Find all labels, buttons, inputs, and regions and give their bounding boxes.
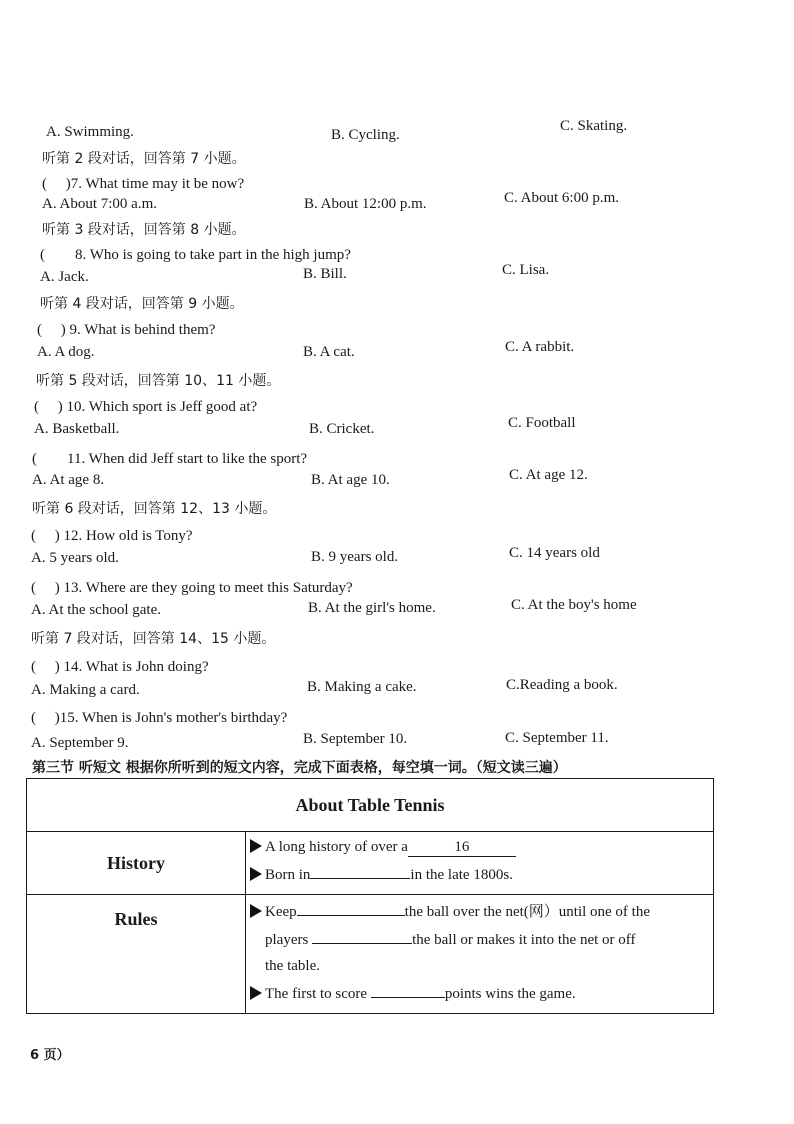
q7-option-b: B. About 12:00 p.m.: [304, 196, 427, 212]
history-cell: [246, 832, 714, 895]
q7-stem: ( )7. What time may it be now?: [42, 176, 245, 192]
q8-option-c: C. Lisa.: [502, 262, 550, 278]
table-tennis-table: [26, 778, 714, 1014]
section-3-instruction: 第三节 听短文 根据你所听到的短文内容，完成下面表格，每空填一词。（短文读三遍）: [32, 760, 567, 776]
q6-option-a: A. Swimming.: [46, 124, 134, 140]
q7-option-c: C. About 6:00 p.m.: [504, 190, 620, 206]
q15-option-c: C. September 11.: [505, 730, 609, 746]
q9-option-a: A. A dog.: [37, 344, 95, 360]
q11-option-c: C. At age 12.: [509, 467, 588, 483]
q7-option-a: A. About 7:00 a.m.: [42, 196, 157, 212]
q11-stem: ( 11. When did Jeff start to like the sport?: [32, 451, 308, 467]
q9-stem: ( ) 9. What is behind them?: [37, 322, 216, 338]
q12-option-c: C. 14 years old: [509, 545, 600, 561]
table-title: About Table Tennis: [27, 779, 714, 832]
q10-option-b: B. Cricket.: [309, 421, 375, 437]
rules-line-1: Keep the ball over the net(网）until one of the: [250, 897, 707, 925]
q14-option-b: B. Making a cake.: [307, 679, 417, 695]
q9-option-c: C. A rabbit.: [505, 339, 575, 355]
q6-option-b: B. Cycling.: [331, 127, 400, 143]
rules-cell: [246, 895, 714, 1014]
dialog-5-instruction: 听第 5 段对话，回答第 10、11 小题。: [36, 373, 281, 389]
blank-5[interactable]: [371, 979, 445, 998]
q12-stem: ( ) 12. How old is Tony?: [31, 528, 193, 544]
q10-stem: ( ) 10. Which sport is Jeff good at?: [34, 399, 258, 415]
rules-header: Rules: [27, 895, 246, 1014]
bullet-triangle-icon: [250, 986, 262, 1000]
blank-3[interactable]: [297, 897, 405, 916]
q15-option-a: A. September 9.: [31, 735, 129, 751]
rules-line-4: The first to score points wins the game.: [250, 979, 707, 1007]
history-header: History: [27, 832, 246, 895]
history-line-1: A long history of over a 16: [250, 834, 707, 860]
q14-stem: ( ) 14. What is John doing?: [31, 659, 209, 675]
q10-option-a: A. Basketball.: [34, 421, 120, 437]
bullet-triangle-icon: [250, 867, 262, 881]
q13-option-b: B. At the girl's home.: [308, 600, 436, 616]
history-line-2: Born in in the late 1800s.: [250, 860, 707, 888]
q9-option-b: B. A cat.: [303, 344, 355, 360]
q10-option-c: C. Football: [508, 415, 576, 431]
q12-option-a: A. 5 years old.: [31, 550, 119, 566]
dialog-2-instruction: 听第 2 段对话，回答第 7 小题。: [42, 151, 246, 167]
q14-option-a: A. Making a card.: [31, 682, 140, 698]
q14-option-c: C.Reading a book.: [506, 677, 618, 693]
q8-stem: ( 8. Who is going to take part in the high jump?: [40, 247, 351, 263]
q13-option-a: A. At the school gate.: [31, 602, 161, 618]
q15-option-b: B. September 10.: [303, 731, 408, 747]
dialog-4-instruction: 听第 4 段对话，回答第 9 小题。: [40, 296, 244, 312]
blank-2[interactable]: [310, 860, 410, 879]
rules-line-3: the table.: [265, 958, 320, 974]
q11-option-b: B. At age 10.: [311, 472, 390, 488]
q8-option-b: B. Bill.: [303, 266, 347, 282]
q12-option-b: B. 9 years old.: [311, 549, 399, 565]
q13-option-c: C. At the boy's home: [511, 597, 637, 613]
q8-option-a: A. Jack.: [40, 269, 89, 285]
dialog-3-instruction: 听第 3 段对话，回答第 8 小题。: [42, 222, 246, 238]
blank-1[interactable]: 16: [408, 838, 516, 857]
q11-option-a: A. At age 8.: [32, 472, 105, 488]
dialog-7-instruction: 听第 7 段对话，回答第 14、15 小题。: [31, 631, 276, 647]
bullet-triangle-icon: [250, 904, 262, 918]
page-number: 6 页）: [30, 1048, 70, 1063]
dialog-6-instruction: 听第 6 段对话，回答第 12、13 小题。: [32, 501, 277, 517]
q6-option-c: C. Skating.: [560, 118, 628, 134]
blank-4[interactable]: [312, 925, 412, 944]
bullet-triangle-icon: [250, 839, 262, 853]
q13-stem: ( ) 13. Where are they going to meet this Saturday?: [31, 580, 353, 596]
q15-stem: ( )15. When is John's mother's birthday?: [31, 710, 288, 726]
rules-line-2: players the ball or makes it into the net or off: [250, 925, 707, 953]
